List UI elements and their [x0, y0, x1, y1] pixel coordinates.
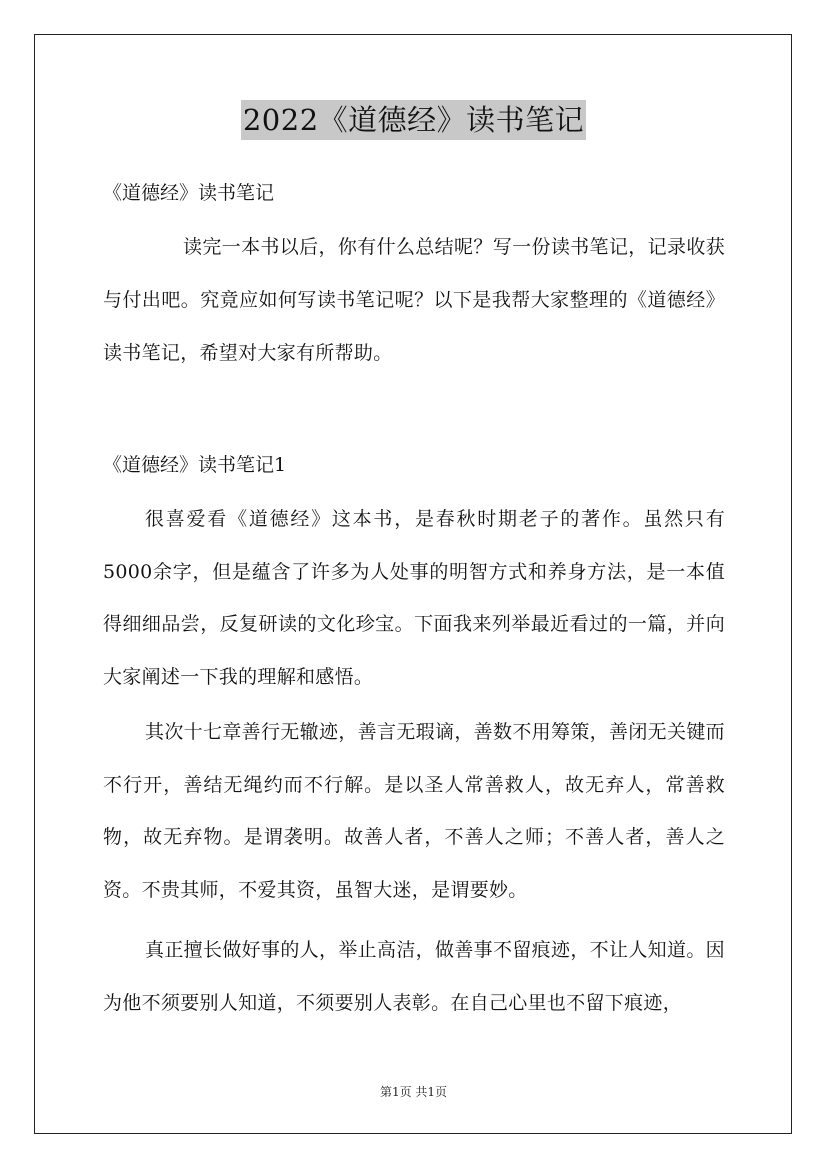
body-paragraph: 很喜爱看《道德经》这本书，是春秋时期老子的著作。虽然只有5000余字，但是蕴含了许多为人处事的明智方式和养身方法，是一本值得细细品尝，反复研读的文化珍宝。下面我来列举最近看过的一篇，并向大家阐述一下我的理解和感悟。 — [103, 508, 725, 688]
intro-paragraph: 读完一本书以后，你有什么总结呢？写一份读书笔记，记录收获与付出吧。究竟应如何写读书笔记呢？以下是我帮大家整理的《道德经》读书笔记，希望对大家有所帮助。 — [103, 236, 725, 364]
title-container — [0, 100, 827, 140]
section-heading-1: 《道德经》读书笔记1 — [103, 454, 287, 476]
document-title: 2022《道德经》读书笔记 — [241, 100, 586, 140]
body-paragraph: 真正擅长做好事的人，举止高洁，做善事不留痕迹，不让人知道。因为他不须要别人知道，不须要别人表彰。在自己心里也不留下痕迹， — [103, 939, 725, 1014]
body-paragraph: 其次十七章善行无辙迹，善言无瑕谪，善数不用筹策，善闭无关键而不行开，善结无绳约而不行解。是以圣人常善救人，故无弃人，常善救物，故无弃物。是谓袭明。故善人者，不善人之师；不善人者，善人之资。不贵其师，不爱其资，虽智大迷，是谓要妙。 — [103, 721, 725, 901]
page-footer — [0, 1083, 827, 1101]
page-number: 第1页 共1页 — [379, 1085, 448, 1099]
section-heading: 《道德经》读书笔记 — [103, 182, 275, 204]
